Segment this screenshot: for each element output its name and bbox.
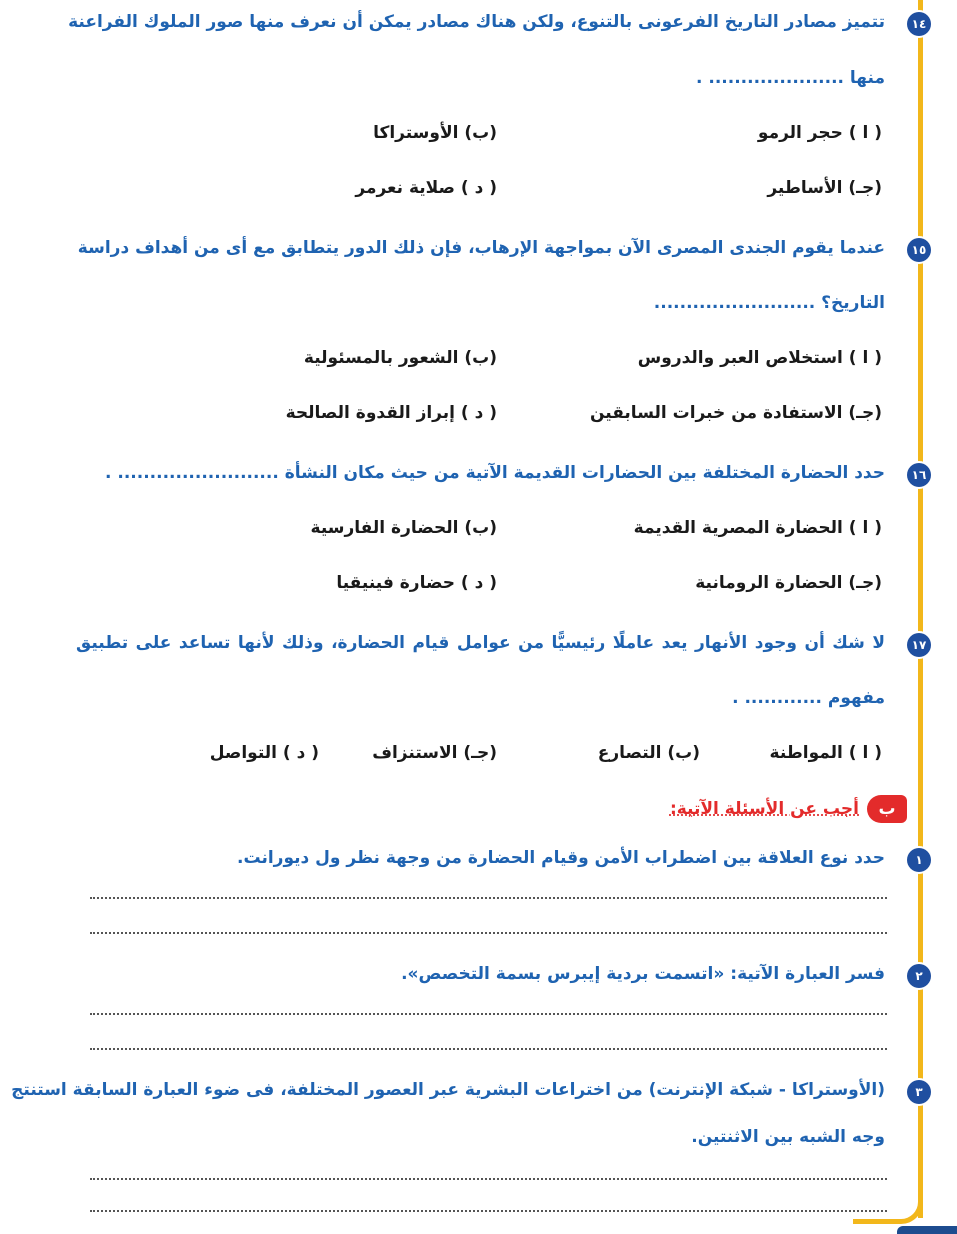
page-side-rule: [918, 0, 923, 1218]
answer-line[interactable]: [90, 932, 887, 934]
option-b[interactable]: (ب) التصارع: [597, 743, 700, 763]
question-text: تتميز مصادر التاريخ الفرعونى بالتنوع، ولكن هناك مصادر يمكن أن نعرف منها صور الملوك الفراعنة: [68, 12, 885, 32]
option-a[interactable]: ( ا ) الحضارة المصرية القديمة: [633, 518, 882, 538]
option-b[interactable]: (ب) الحضارة الفارسية: [310, 518, 497, 538]
option-c[interactable]: (جـ) الاستفادة من خبرات السابقين: [589, 403, 882, 423]
section-b-header: [670, 795, 907, 823]
option-c[interactable]: (جـ) الاستنزاف: [372, 743, 497, 763]
question-number-badge: ٢: [907, 964, 931, 988]
question-number-badge: ١٥: [907, 238, 931, 262]
question-number-badge: ١٤: [907, 12, 931, 36]
question-text: حدد الحضارة المختلفة بين الحضارات القديمة الآتية من حيث مكان النشأة: [284, 463, 885, 483]
question-text: (الأوستراكا - شبكة الإنترنت) من اختراعات البشرية عبر العصور المختلفة، فى ضوء العبارة السابقة استنتج: [11, 1080, 885, 1100]
section-b-title: أجب عن الأسئلة الآتية:: [669, 799, 859, 819]
option-c[interactable]: (جـ) الحضارة الرومانية: [695, 573, 882, 593]
answer-line[interactable]: [90, 1048, 887, 1050]
question-text-tail: مفهوم: [827, 688, 885, 708]
option-d[interactable]: ( د ) إبراز القدوة الصالحة: [285, 403, 497, 423]
question-text-tail: منها: [849, 68, 885, 88]
question-text-continued: [696, 68, 885, 88]
question-text: فسر العبارة الآتية: «اتسمت بردية إيبرس بسمة التخصص».: [401, 964, 885, 984]
answer-blank: ..................... .: [696, 68, 844, 88]
question-text-continued: وجه الشبه بين الاثنتين.: [691, 1127, 885, 1147]
question-number-badge: ٣: [907, 1080, 931, 1104]
option-a[interactable]: ( ا ) المواطنة: [769, 743, 882, 763]
question-number-badge: ١٦: [907, 463, 931, 487]
page-side-rule-corner: [853, 1200, 923, 1224]
option-d[interactable]: ( د ) حضارة فينيقيا: [336, 573, 497, 593]
question-text: لا شك أن وجود الأنهار يعد عاملًا رئيسيًّا من عوامل قيام الحضارة، وذلك لأنها تساعد على تطبيق: [76, 633, 885, 653]
answer-blank: ............ .: [732, 688, 822, 708]
question-text: حدد نوع العلاقة بين اضطراب الأمن وقيام الحضارة من وجهة نظر ول ديورانت.: [237, 848, 885, 868]
answer-blank: ......................... .: [104, 463, 279, 483]
option-d[interactable]: ( د ) التواصل: [209, 743, 319, 763]
question-text-line: [105, 463, 885, 483]
option-a[interactable]: ( ا ) استخلاص العبر والدروس: [637, 348, 882, 368]
question-text: عندما يقوم الجندى المصرى الآن بمواجهة الإرهاب، فإن ذلك الدور يتطابق مع أى من أهداف دراسة: [77, 238, 885, 258]
option-a[interactable]: ( ا ) حجر الرمو: [757, 123, 882, 143]
answer-line[interactable]: [90, 1013, 887, 1015]
answer-line[interactable]: [90, 897, 887, 899]
answer-line[interactable]: [90, 1210, 887, 1212]
question-text-continued: [732, 688, 885, 708]
option-b[interactable]: (ب) الأوستراكا: [373, 123, 497, 143]
question-number-badge: ١: [907, 848, 931, 872]
page-corner-tab: [897, 1226, 957, 1234]
question-text-tail: التاريخ؟: [821, 293, 885, 313]
option-b[interactable]: (ب) الشعور بالمسئولية: [303, 348, 497, 368]
option-d[interactable]: ( د ) صلاية نعرمر: [355, 178, 497, 198]
question-text-continued: [654, 293, 885, 313]
answer-blank: .........................: [653, 293, 816, 313]
option-c[interactable]: (جـ) الأساطير: [767, 178, 882, 198]
answer-line[interactable]: [90, 1178, 887, 1180]
section-b-badge: ب: [867, 795, 907, 823]
question-number-badge: ١٧: [907, 633, 931, 657]
